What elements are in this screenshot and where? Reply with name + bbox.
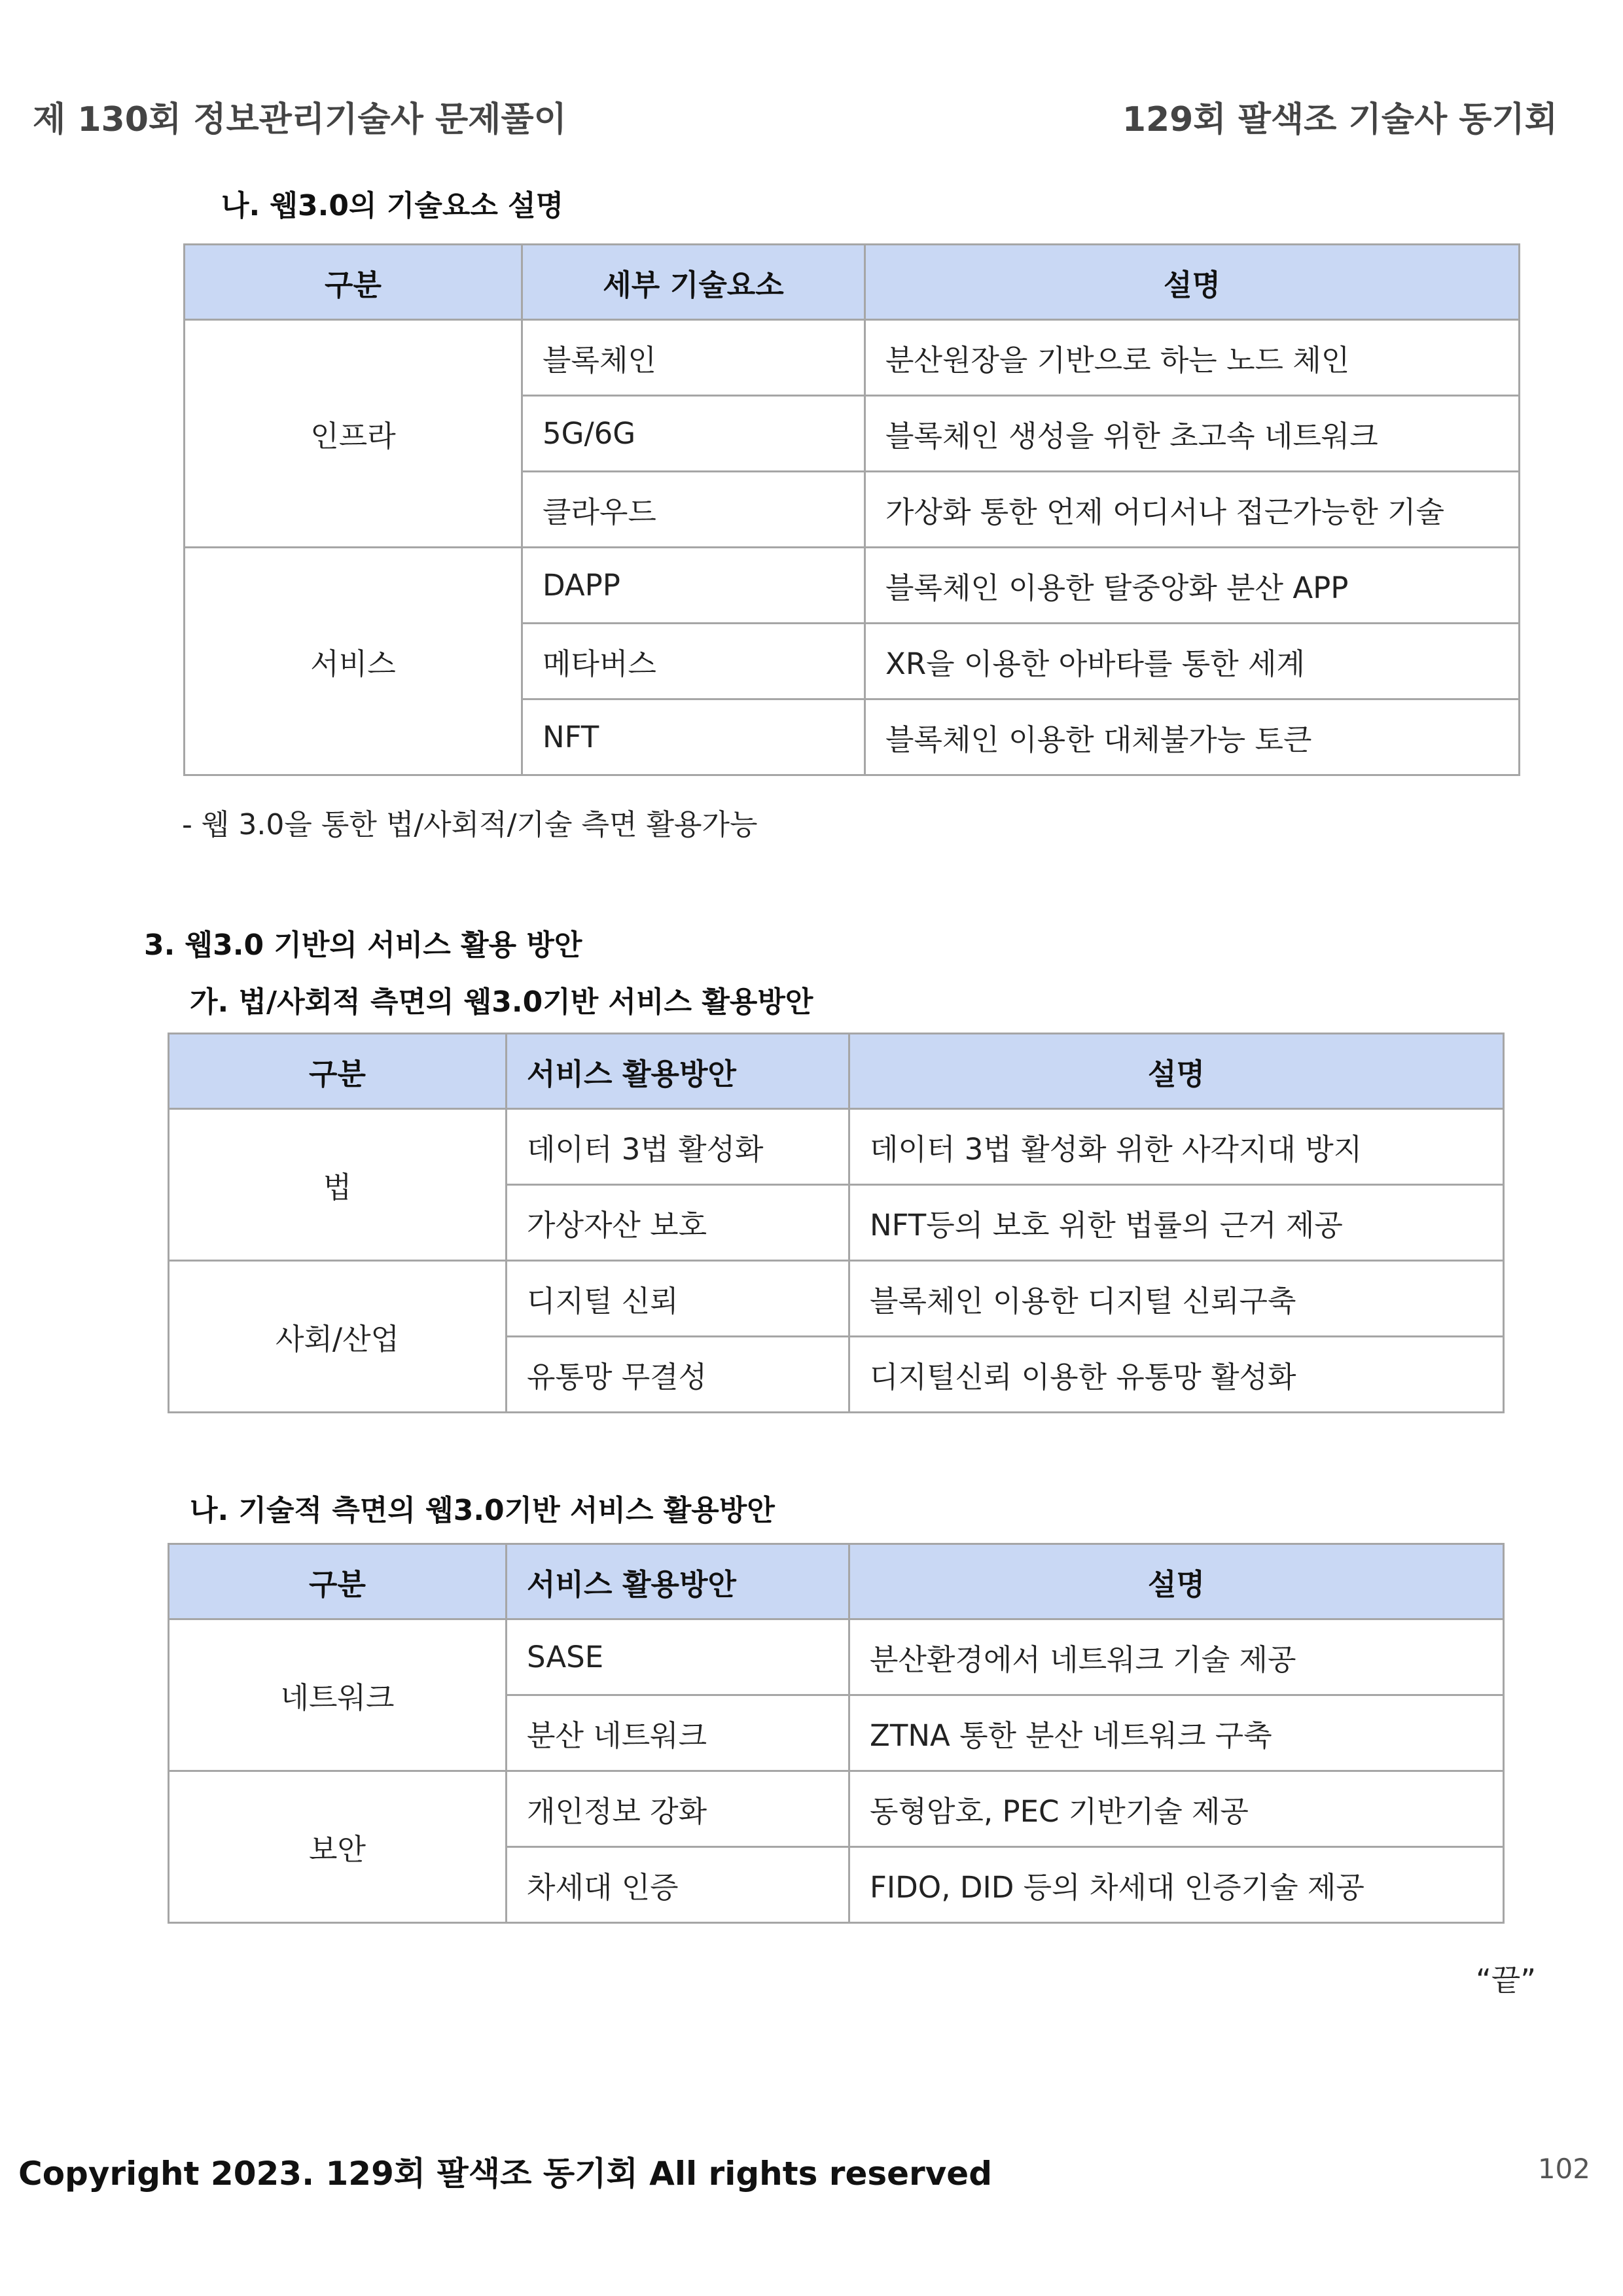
desc-cell: XR을 이용한 아바타를 통한 세계 — [865, 624, 1520, 699]
table-row — [185, 320, 1520, 396]
footer-copyright: Copyright 2023. 129회 팔색조 동기회 All rights reserved — [18, 2155, 993, 2193]
desc-cell: 데이터 3법 활성화 위한 사각지대 방지 — [849, 1109, 1504, 1185]
desc-cell: 블록체인 이용한 대체불가능 토큰 — [865, 699, 1520, 775]
item-cell: 클라우드 — [522, 472, 865, 548]
item-cell: 디지털 신뢰 — [507, 1261, 849, 1337]
legal-social-table — [168, 1033, 1505, 1413]
category-cell: 보안 — [169, 1771, 507, 1923]
desc-cell: 블록체인 이용한 탈중앙화 분산 APP — [865, 548, 1520, 624]
column-header: 구분 — [169, 1544, 507, 1619]
item-cell: 메타버스 — [522, 624, 865, 699]
category-cell: 서비스 — [185, 548, 522, 775]
table-header-row — [169, 1034, 1504, 1109]
desc-cell: 디지털신뢰 이용한 유통망 활성화 — [849, 1337, 1504, 1413]
desc-cell: 블록체인 생성을 위한 초고속 네트워크 — [865, 396, 1520, 472]
header-document-title: 제 130회 정보관리기술사 문제풀이 — [33, 100, 567, 139]
header-group-name: 129회 팔색조 기술사 동기회 — [1122, 100, 1558, 139]
item-cell: 차세대 인증 — [507, 1847, 849, 1923]
column-header: 설명 — [849, 1544, 1504, 1619]
category-cell: 법 — [169, 1109, 507, 1261]
desc-cell: NFT등의 보호 위한 법률의 근거 제공 — [849, 1185, 1504, 1261]
section-b-heading: 나. 웹3.0의 기술요소 설명 — [221, 189, 564, 222]
desc-cell: FIDO, DID 등의 차세대 인증기술 제공 — [849, 1847, 1504, 1923]
item-cell: 분산 네트워크 — [507, 1695, 849, 1771]
item-cell: NFT — [522, 699, 865, 775]
technical-table — [168, 1543, 1505, 1924]
item-cell: 개인정보 강화 — [507, 1771, 849, 1847]
section-b-note: - 웹 3.0을 통한 법/사회적/기술 측면 활용가능 — [182, 808, 758, 841]
item-cell: 가상자산 보호 — [507, 1185, 849, 1261]
category-cell: 네트워크 — [169, 1619, 507, 1771]
item-cell: 5G/6G — [522, 396, 865, 472]
end-mark: “끝” — [1476, 1962, 1537, 1998]
desc-cell: 가상화 통한 언제 어디서나 접근가능한 기술 — [865, 472, 1520, 548]
item-cell: 데이터 3법 활성화 — [507, 1109, 849, 1185]
table-row — [169, 1619, 1504, 1695]
column-header: 설명 — [849, 1034, 1504, 1109]
column-header: 구분 — [185, 245, 522, 320]
category-cell: 사회/산업 — [169, 1261, 507, 1413]
table-header-row — [169, 1544, 1504, 1619]
desc-cell: 블록체인 이용한 디지털 신뢰구축 — [849, 1261, 1504, 1337]
desc-cell: 동형암호, PEC 기반기술 제공 — [849, 1771, 1504, 1847]
table-row — [185, 548, 1520, 624]
table-row — [169, 1771, 1504, 1847]
desc-cell: ZTNA 통한 분산 네트워크 구축 — [849, 1695, 1504, 1771]
item-cell: SASE — [507, 1619, 849, 1695]
column-header: 세부 기술요소 — [522, 245, 865, 320]
tech-elements-table — [183, 243, 1520, 776]
category-cell: 인프라 — [185, 320, 522, 548]
item-cell: DAPP — [522, 548, 865, 624]
column-header: 서비스 활용방안 — [507, 1544, 849, 1619]
desc-cell: 분산환경에서 네트워크 기술 제공 — [849, 1619, 1504, 1695]
table-header-row — [185, 245, 1520, 320]
table-row — [169, 1109, 1504, 1185]
item-cell: 유통망 무결성 — [507, 1337, 849, 1413]
page-number: 102 — [1537, 2153, 1590, 2185]
column-header: 구분 — [169, 1034, 507, 1109]
section-3a-heading: 가. 법/사회적 측면의 웹3.0기반 서비스 활용방안 — [190, 985, 813, 1019]
table-row — [169, 1261, 1504, 1337]
section-3-heading: 3. 웹3.0 기반의 서비스 활용 방안 — [144, 928, 582, 962]
column-header: 설명 — [865, 245, 1520, 320]
item-cell: 블록체인 — [522, 320, 865, 396]
desc-cell: 분산원장을 기반으로 하는 노드 체인 — [865, 320, 1520, 396]
column-header: 서비스 활용방안 — [507, 1034, 849, 1109]
section-3b-heading: 나. 기술적 측면의 웹3.0기반 서비스 활용방안 — [190, 1494, 775, 1527]
